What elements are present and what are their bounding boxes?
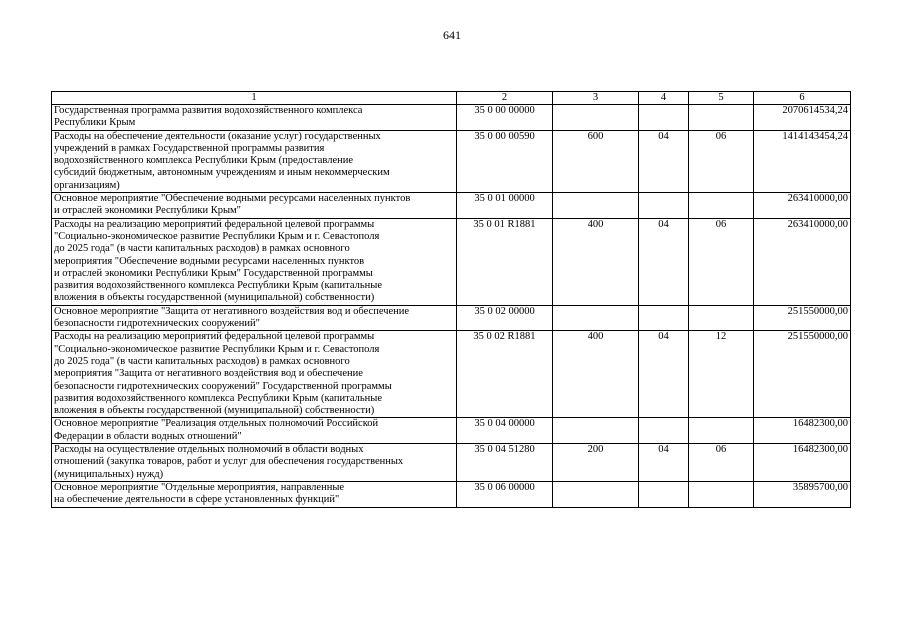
amount-cell: 16482300,00 — [754, 444, 851, 482]
column-header: 6 — [754, 92, 851, 105]
section-cell — [639, 481, 689, 507]
table-row — [52, 105, 851, 131]
column-header: 1 — [52, 92, 457, 105]
table-header-row — [52, 92, 851, 105]
classification-code-cell: 35 0 02 00000 — [457, 305, 553, 331]
row-name-cell — [52, 481, 457, 507]
row-name-cell — [52, 193, 457, 219]
expense-type-cell: 600 — [553, 130, 639, 192]
row-name-line: развития водохозяйственного комплекса Республики Крым (капитальные — [54, 280, 382, 292]
row-name-line: Расходы на осуществление отдельных полномочий в области водных — [54, 444, 364, 456]
column-header: 3 — [553, 92, 639, 105]
table-row — [52, 418, 851, 444]
classification-code-cell: 35 0 00 00590 — [457, 130, 553, 192]
amount-cell: 35895700,00 — [754, 481, 851, 507]
row-name-line: Государственная программа развития водохозяйственного комплекса — [54, 105, 363, 116]
table-row — [52, 218, 851, 305]
section-cell — [639, 105, 689, 131]
column-header: 2 — [457, 92, 553, 105]
row-name-line: Республики Крым — [54, 117, 136, 129]
expense-type-cell — [553, 418, 639, 444]
subsection-cell: 06 — [689, 130, 754, 192]
row-name-line: Основное мероприятие "Реализация отдельных полномочий Российской — [54, 418, 379, 430]
subsection-cell — [689, 418, 754, 444]
row-name-cell — [52, 130, 457, 192]
expense-type-cell: 400 — [553, 331, 639, 418]
row-name-line: организациям) — [54, 179, 120, 191]
row-name-line: Основное мероприятие "Отдельные мероприятия, направленные — [54, 481, 345, 493]
classification-code-cell: 35 0 04 00000 — [457, 418, 553, 444]
row-name-line: субсидий бюджетным, автономным учреждениям и иным некоммерческим — [54, 167, 390, 179]
column-header: 4 — [639, 92, 689, 105]
expense-type-cell — [553, 105, 639, 131]
row-name-line: безопасности гидротехнических сооружений" — [54, 318, 260, 330]
row-name-line: отношений (закупка товаров, работ и услуг для обеспечения государственных — [54, 456, 404, 468]
row-name-cell — [52, 105, 457, 131]
section-cell: 04 — [639, 331, 689, 418]
expense-type-cell — [553, 193, 639, 219]
row-name-cell — [52, 331, 457, 418]
row-name-line: Расходы на реализацию мероприятий федеральной целевой программы — [54, 218, 375, 230]
row-name-line: Основное мероприятие "Обеспечение водными ресурсами населенных пунктов — [54, 193, 411, 205]
amount-cell: 16482300,00 — [754, 418, 851, 444]
classification-code-cell: 35 0 04 51280 — [457, 444, 553, 482]
row-name-line: учреждений в рамках Государственной программы развития — [54, 142, 325, 154]
classification-code-cell: 35 0 06 00000 — [457, 481, 553, 507]
classification-code-cell: 35 0 02 R1881 — [457, 331, 553, 418]
row-name-cell — [52, 418, 457, 444]
subsection-cell: 06 — [689, 444, 754, 482]
classification-code-cell: 35 0 01 R1881 — [457, 218, 553, 305]
subsection-cell: 06 — [689, 218, 754, 305]
page-number: 641 — [443, 28, 461, 42]
expense-type-cell — [553, 305, 639, 331]
row-name-line: до 2025 года" (в части капитальных расходов) в рамках основного — [54, 243, 350, 255]
row-name-cell — [52, 218, 457, 305]
amount-cell: 263410000,00 — [754, 218, 851, 305]
section-cell: 04 — [639, 444, 689, 482]
row-name-line: Федерации в области водных отношений" — [54, 430, 242, 442]
row-name-line: безопасности гидротехнических сооружений" Государственной программы — [54, 380, 392, 392]
row-name-line: и отраслей экономики Республики Крым" — [54, 205, 241, 217]
amount-cell: 2070614534,24 — [754, 105, 851, 131]
amount-cell: 251550000,00 — [754, 305, 851, 331]
subsection-cell — [689, 305, 754, 331]
row-name-line: Расходы на реализацию мероприятий федеральной целевой программы — [54, 331, 375, 343]
row-name-line: вложения в объекты государственной (муниципальной) собственности) — [54, 405, 375, 417]
table-row — [52, 193, 851, 219]
table-row — [52, 305, 851, 331]
row-name-line: Основное мероприятие "Защита от негативного воздействия вод и обеспечение — [54, 305, 410, 317]
subsection-cell — [689, 105, 754, 131]
expense-type-cell: 400 — [553, 218, 639, 305]
subsection-cell: 12 — [689, 331, 754, 418]
row-name-line: "Социально-экономическое развитие Республики Крым и г. Севастополя — [54, 230, 380, 242]
row-name-line: водохозяйственного комплекса Республики Крым (предоставление — [54, 155, 354, 167]
amount-cell: 251550000,00 — [754, 331, 851, 418]
amount-cell: 263410000,00 — [754, 193, 851, 219]
row-name-line: на обеспечение деятельности в сфере установленных функций" — [54, 494, 340, 506]
table-row — [52, 130, 851, 192]
row-name-line: и отраслей экономики Республики Крым" Государственной программы — [54, 267, 373, 279]
column-header: 5 — [689, 92, 754, 105]
section-cell: 04 — [639, 218, 689, 305]
row-name-line: развития водохозяйственного комплекса Республики Крым (капитальные — [54, 392, 382, 404]
row-name-line: до 2025 года" (в части капитальных расходов) в рамках основного — [54, 355, 350, 367]
row-name-line: (муниципальных) нужд) — [54, 468, 164, 480]
row-name-line: мероприятия "Обеспечение водными ресурсами населенных пунктов — [54, 255, 365, 267]
expense-type-cell: 200 — [553, 444, 639, 482]
table-row — [52, 331, 851, 418]
row-name-line: мероприятия "Защита от негативного воздействия вод и обеспечение — [54, 368, 363, 380]
classification-code-cell: 35 0 00 00000 — [457, 105, 553, 131]
section-cell — [639, 418, 689, 444]
section-cell — [639, 305, 689, 331]
row-name-cell — [52, 444, 457, 482]
table-row — [52, 481, 851, 507]
classification-code-cell: 35 0 01 00000 — [457, 193, 553, 219]
section-cell — [639, 193, 689, 219]
section-cell: 04 — [639, 130, 689, 192]
row-name-line: "Социально-экономическое развитие Республики Крым и г. Севастополя — [54, 343, 380, 355]
row-name-line: Расходы на обеспечение деятельности (оказание услуг) государственных — [54, 130, 381, 142]
budget-table — [51, 91, 851, 508]
row-name-line: вложения в объекты государственной (муниципальной) собственности) — [54, 292, 375, 304]
amount-cell: 1414143454,24 — [754, 130, 851, 192]
subsection-cell — [689, 193, 754, 219]
subsection-cell — [689, 481, 754, 507]
table-row — [52, 444, 851, 482]
row-name-cell — [52, 305, 457, 331]
expense-type-cell — [553, 481, 639, 507]
